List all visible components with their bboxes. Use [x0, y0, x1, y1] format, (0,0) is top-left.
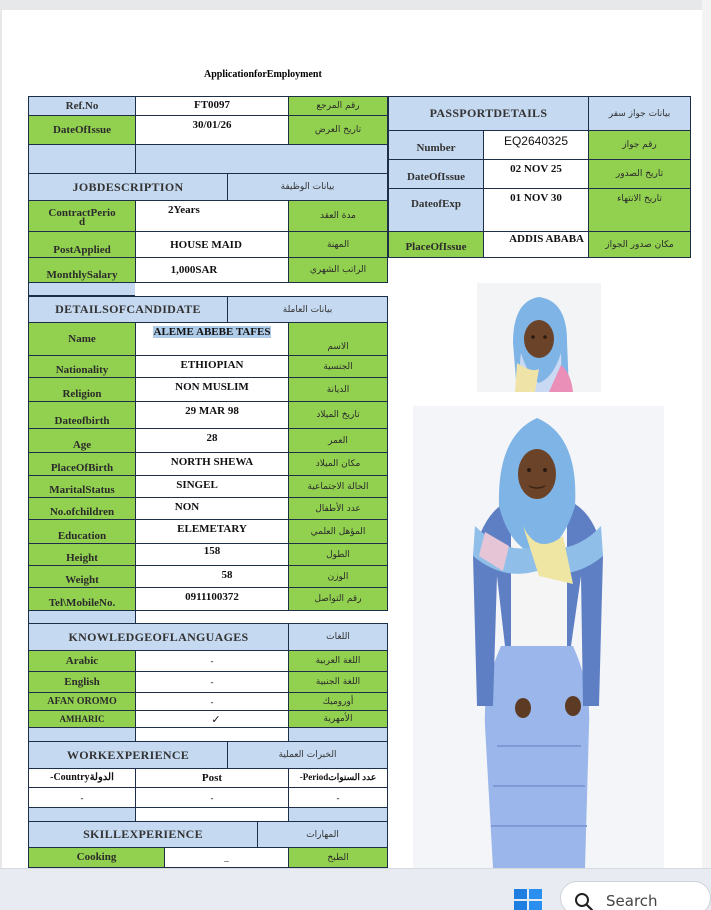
tel-label: Tel\MobileNo.	[28, 587, 136, 611]
lang-amharic-label: AMHARIC	[28, 710, 136, 728]
languages-header-ar: اللغات	[288, 623, 388, 651]
passport-place-label: PlaceOfIssue	[388, 231, 484, 258]
dob-ar: تاريخ الميلاد	[288, 401, 388, 429]
age-label: Age	[28, 428, 136, 453]
weight-label: Weight	[28, 565, 136, 588]
name-label: Name	[28, 322, 136, 356]
post-applied-label: PostApplied	[28, 231, 136, 258]
work-header-ar: الخبرات العملية	[227, 741, 388, 769]
passport-place-ar: مكان صدور الجواز	[588, 231, 691, 258]
place-of-birth-label: PlaceOfBirth	[28, 452, 136, 476]
religion-ar: الديانة	[288, 377, 388, 402]
lang-english-label: English	[28, 671, 136, 693]
religion-label: Religion	[28, 377, 136, 402]
age-value: 28	[135, 428, 289, 453]
job-description-header: JOBDESCRIPTION	[28, 173, 228, 201]
candidate-portrait-photo	[477, 283, 601, 392]
spacer-row	[28, 144, 136, 174]
height-label: Height	[28, 543, 136, 566]
lang-oromo-value: -	[135, 692, 289, 711]
ref-no-value: FT0097	[135, 96, 289, 116]
nationality-label: Nationality	[28, 355, 136, 378]
monthly-salary-ar: الراتب الشهري	[288, 257, 388, 283]
post-applied-ar: المهنة	[288, 231, 388, 258]
passport-number-ar: رقم جواز	[588, 130, 691, 160]
full-body-image	[413, 406, 664, 868]
post-applied-value: HOUSE MAID	[135, 231, 289, 258]
spacer-row	[288, 807, 388, 822]
lang-arabic-value: -	[135, 650, 289, 672]
contract-period-value: 2Years	[135, 200, 289, 232]
lang-amharic-ar: الأمهرية	[288, 710, 388, 728]
passport-issue-value: 02 NOV 25	[483, 159, 589, 189]
education-value: ELEMETARY	[135, 519, 289, 544]
passport-issue-label: DateOfIssue	[388, 159, 484, 189]
spacer-row	[28, 610, 136, 624]
lang-oromo-label: AFAN OROMO	[28, 692, 136, 711]
spacer-row	[135, 144, 388, 174]
passport-header-ar: بيانات جواز سفر	[588, 96, 691, 131]
work-post-value: -	[135, 787, 289, 808]
passport-number-value: EQ2640325	[483, 130, 589, 160]
passport-header: PASSPORTDETAILS	[388, 96, 589, 131]
spacer-row	[288, 727, 388, 742]
dob-label: Dateofbirth	[28, 401, 136, 429]
work-col-post: Post	[135, 768, 289, 788]
work-period-value: -	[288, 787, 388, 808]
education-ar: المؤهل العلمي	[288, 519, 388, 544]
skill-cooking-value: _	[164, 847, 289, 868]
skill-header: SKILLEXPERIENCE	[28, 821, 258, 848]
work-country-value: -	[28, 787, 136, 808]
work-col-period: -Periodعدد السنوات	[288, 768, 388, 788]
education-label: Education	[28, 519, 136, 544]
document-title: ApplicationforEmployment	[204, 69, 322, 80]
search-icon	[574, 892, 594, 910]
skill-cooking-ar: الطبخ	[288, 847, 388, 868]
passport-issue-ar: تاريخ الصدور	[588, 159, 691, 189]
candidate-full-photo	[413, 406, 664, 868]
tel-value: 0911100372	[135, 587, 289, 611]
date-of-issue-value: 30/01/26	[135, 115, 289, 145]
contract-period-label: ContractPerio d	[28, 200, 136, 232]
skill-cooking-label: Cooking	[28, 847, 165, 868]
job-description-header-ar: بيانات الوظيفة	[227, 173, 388, 201]
place-of-birth-value: NORTH SHEWA	[135, 452, 289, 476]
spacer-row	[28, 727, 136, 742]
ref-no-ar: رقم المرجع	[288, 96, 388, 116]
monthly-salary-value: 1,000SAR	[135, 257, 289, 283]
marital-status-label: MaritalStatus	[28, 475, 136, 498]
contract-period-ar: مدة العقد	[288, 200, 388, 232]
candidate-header: DETAILSOFCANDIDATE	[28, 296, 228, 323]
lang-arabic-label: Arabic	[28, 650, 136, 672]
lang-english-value: -	[135, 671, 289, 693]
passport-exp-label: DateofExp	[388, 188, 484, 232]
spacer-row	[135, 282, 388, 296]
name-value-text: ALEME ABEBE TAFES	[153, 326, 271, 338]
height-value: 158	[135, 543, 289, 566]
windows-start-icon[interactable]	[513, 888, 543, 910]
weight-ar: الوزن	[288, 565, 388, 588]
work-col-country: -Countryالدولة	[28, 768, 136, 788]
height-ar: الطول	[288, 543, 388, 566]
passport-exp-value: 01 NOV 30	[483, 188, 589, 232]
languages-header: KNOWLEDGEOFLANGUAGES	[28, 623, 289, 651]
children-ar: عدد الأطفال	[288, 497, 388, 520]
marital-status-value: SINGEL	[135, 475, 289, 498]
place-of-birth-ar: مكان الميلاد	[288, 452, 388, 476]
dob-value: 29 MAR 98	[135, 401, 289, 429]
date-of-issue-label: DateOfIssue	[28, 115, 136, 145]
portrait-image	[477, 283, 601, 392]
work-header: WORKEXPERIENCE	[28, 741, 228, 769]
ref-no-label: Ref.No	[28, 96, 136, 116]
religion-value: NON MUSLIM	[135, 377, 289, 402]
candidate-header-ar: بيانات العاملة	[227, 296, 388, 323]
skill-header-ar: المهارات	[257, 821, 388, 848]
lang-english-ar: اللغة الجنبية	[288, 671, 388, 693]
lang-amharic-value: ✓	[135, 710, 289, 728]
weight-value: 58	[135, 565, 289, 588]
lang-arabic-ar: اللغة العربية	[288, 650, 388, 672]
nationality-value: ETHIOPIAN	[135, 355, 289, 378]
name-value	[135, 322, 289, 356]
children-value: NON	[135, 497, 289, 520]
taskbar-search-label: Search	[606, 892, 658, 910]
nationality-ar: الجنسية	[288, 355, 388, 378]
tel-ar: رقم التواصل	[288, 587, 388, 611]
marital-status-ar: الحالة الاجتماعية	[288, 475, 388, 498]
passport-place-value: ADDIS ABABA	[483, 231, 589, 258]
monthly-salary-label: MonthlySalary	[28, 257, 136, 283]
passport-exp-ar: تاريخ الانتهاء	[588, 188, 691, 232]
page-scroll-edge	[702, 0, 711, 868]
age-ar: العمر	[288, 428, 388, 453]
children-label: No.ofchildren	[28, 497, 136, 520]
passport-number-label: Number	[388, 130, 484, 160]
spacer-row	[28, 807, 136, 822]
name-ar: الاسم	[288, 322, 388, 356]
spacer-row	[28, 282, 136, 296]
lang-oromo-ar: أوروميك	[288, 692, 388, 711]
date-of-issue-ar: تاريخ العرض	[288, 115, 388, 145]
